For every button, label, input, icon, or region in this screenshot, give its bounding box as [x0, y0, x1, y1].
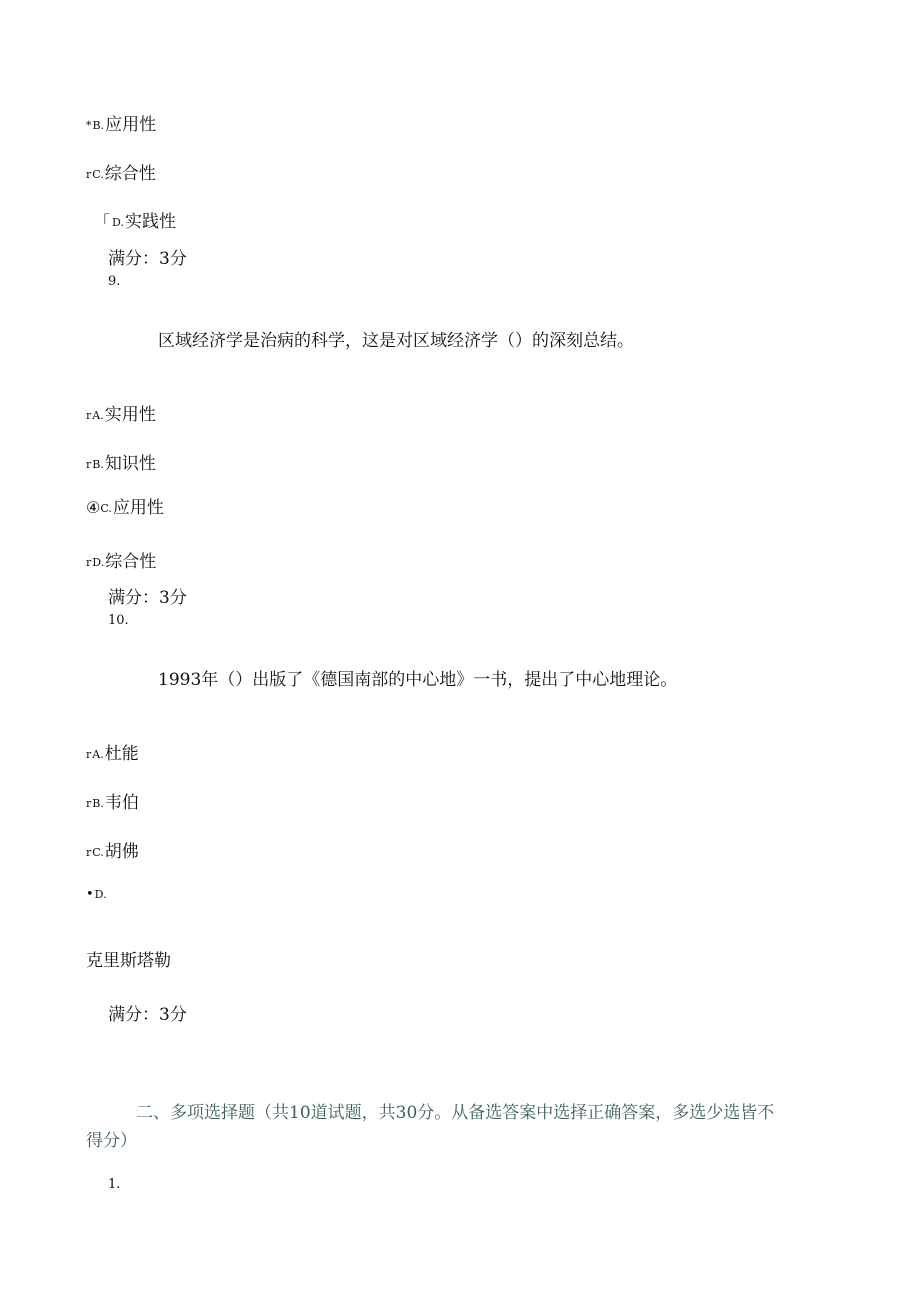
- q10-option-d-text[interactable]: 克里斯塔勒: [86, 951, 171, 971]
- option-text: 综合性: [105, 552, 157, 572]
- q9-number: 9.: [108, 274, 121, 289]
- q8-score: 满分：3分: [108, 249, 187, 269]
- q10-number: 10.: [108, 613, 129, 628]
- radio-mark: r: [86, 846, 92, 859]
- radio-mark: r: [86, 748, 92, 761]
- q10-option-c[interactable]: [86, 837, 139, 862]
- option-label: C.: [92, 168, 104, 181]
- option-label: A.: [92, 409, 104, 422]
- q9-stem: 区域经济学是治病的科学，这是对区域经济学（）的深刻总结。: [158, 331, 634, 351]
- q9-option-c[interactable]: [86, 493, 164, 518]
- option-label: D.: [94, 888, 107, 901]
- option-label: B.: [92, 797, 104, 810]
- radio-mark: r: [86, 797, 92, 810]
- q9-option-b[interactable]: [86, 449, 156, 474]
- q10-option-d[interactable]: [86, 884, 108, 904]
- option-label: B.: [92, 458, 104, 471]
- section-2-heading: 二、多项选择题（共10道试题，共30分。从备选答案中选择正确答案，多选少选皆不得分）: [86, 1103, 775, 1151]
- radio-mark: r: [86, 458, 92, 471]
- q9-option-d[interactable]: [86, 547, 156, 572]
- q8-option-b[interactable]: [86, 110, 156, 135]
- radio-mark: r: [86, 409, 92, 422]
- q10-score: 满分：3分: [108, 1005, 187, 1025]
- option-text: 应用性: [105, 115, 157, 135]
- radio-mark: 「: [94, 212, 111, 231]
- radio-mark: ④: [86, 498, 101, 517]
- option-label: B.: [92, 119, 105, 132]
- option-label: D.: [92, 556, 105, 569]
- radio-mark: •: [86, 887, 94, 902]
- radio-mark: r: [86, 556, 92, 569]
- option-label: C.: [100, 502, 112, 515]
- option-label: C.: [92, 846, 104, 859]
- option-text: 实用性: [104, 405, 156, 425]
- option-text: 杜能: [104, 744, 139, 764]
- q8-option-d[interactable]: [94, 207, 176, 232]
- option-text: 知识性: [104, 454, 156, 474]
- q9-option-a[interactable]: [86, 400, 156, 425]
- option-text: 韦伯: [104, 793, 139, 813]
- option-text: 胡佛: [104, 842, 139, 862]
- radio-mark: r: [86, 168, 92, 181]
- option-label: A.: [92, 748, 104, 761]
- q8-option-c[interactable]: [86, 159, 156, 184]
- section-2-question-1-number: 1.: [108, 1177, 121, 1192]
- option-text: 应用性: [112, 498, 164, 518]
- option-text: 综合性: [104, 164, 156, 184]
- option-text: 实践性: [124, 212, 176, 232]
- radio-mark: *: [86, 119, 92, 132]
- q10-option-a[interactable]: [86, 739, 139, 764]
- q10-stem: 1993年（）出版了《德国南部的中心地》一书，提出了中心地理论。: [158, 670, 678, 690]
- q9-score: 满分：3分: [108, 588, 187, 608]
- option-label: D.: [112, 216, 124, 229]
- q10-option-b[interactable]: [86, 788, 139, 813]
